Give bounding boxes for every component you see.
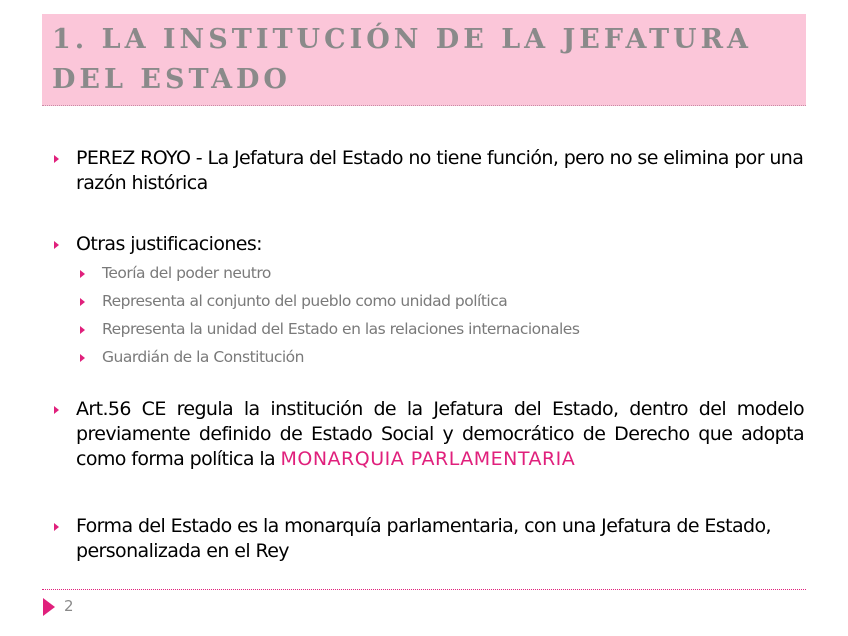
- footer-divider: [42, 589, 806, 590]
- title-line-2: DEL ESTADO: [52, 64, 291, 95]
- bullet-text: Forma del Estado es la monarquía parlamentaria, con una Jefatura de Estado, personalizada en el Rey: [76, 515, 771, 562]
- sub-bullet: [80, 315, 804, 343]
- bullet-art56: [54, 397, 804, 472]
- footer-arrow-icon: [43, 598, 55, 616]
- sub-bullet-text: Guardián de la Constitución: [102, 348, 304, 366]
- title-band: [42, 14, 806, 106]
- bullet-text: Art.56 CE regula la institución de la Jefatura del Estado, dentro del modelo previamente definido de Estado Social y democrático de Derecho que adopta como forma política la: [76, 398, 804, 470]
- sub-bullet-arrow-icon: [80, 298, 85, 306]
- sub-bullet-arrow-icon: [80, 270, 85, 278]
- sub-bullet-text: Teoría del poder neutro: [102, 264, 271, 282]
- bullet-justificaciones: [54, 232, 804, 257]
- bullet-arrow-icon: [54, 523, 59, 531]
- title-line-1: 1. LA INSTITUCIÓN DE LA JEFATURA: [52, 24, 752, 55]
- sub-bullet-arrow-icon: [80, 326, 85, 334]
- bullet-text: PEREZ ROYO - La Jefatura del Estado no tiene función, pero no se elimina por una razón histórica: [76, 147, 804, 194]
- sub-bullet: [80, 259, 804, 287]
- highlight-monarquia: MONARQUIA PARLAMENTARIA: [280, 448, 576, 470]
- bullet-arrow-icon: [54, 241, 59, 249]
- bullet-text: Otras justificaciones:: [76, 233, 262, 255]
- sub-bullet-text: Representa la unidad del Estado en las relaciones internacionales: [102, 320, 580, 338]
- bullet-arrow-icon: [54, 406, 59, 414]
- bullet-perez-royo: [54, 146, 804, 196]
- page-number: 2: [64, 597, 74, 615]
- sub-bullet: [80, 343, 804, 371]
- bullet-arrow-icon: [54, 155, 59, 163]
- sub-bullet: [80, 287, 804, 315]
- slide-body: [54, 146, 804, 564]
- sub-bullet-arrow-icon: [80, 354, 85, 362]
- bullet-forma-estado: [54, 514, 804, 564]
- sub-bullet-text: Representa al conjunto del pueblo como unidad política: [102, 292, 508, 310]
- slide-title: [52, 20, 797, 100]
